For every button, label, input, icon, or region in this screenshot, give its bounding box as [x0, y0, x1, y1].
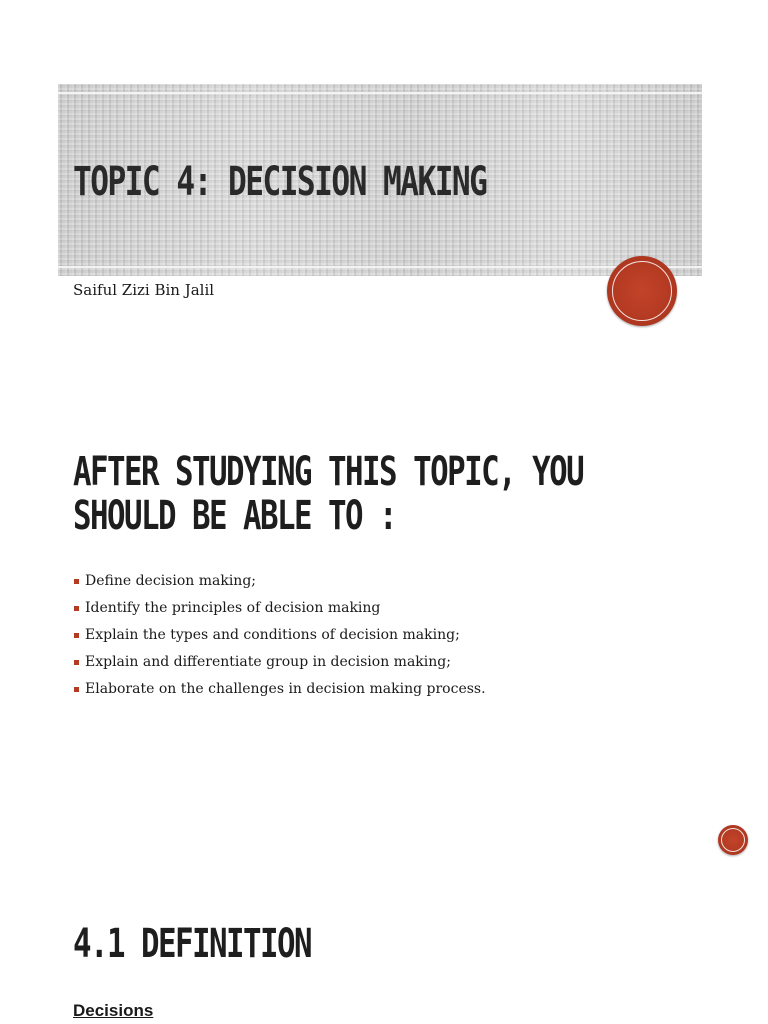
objectives-slide — [0, 380, 768, 850]
list-item — [73, 595, 486, 622]
objectives-list — [73, 568, 486, 703]
banner-bottom-rule — [58, 266, 702, 268]
objective-text: Define decision making; — [85, 573, 257, 589]
title-slide — [0, 0, 768, 340]
list-item — [73, 622, 486, 649]
definition-heading: 4.1 DEFINITION — [73, 921, 312, 967]
slide-title: TOPIC 4: DECISION MAKING — [73, 159, 487, 205]
square-bullet-icon — [74, 579, 79, 584]
list-item — [73, 676, 486, 703]
objective-text: Elaborate on the challenges in decision making process. — [85, 681, 486, 697]
banner-top-rule — [58, 92, 702, 94]
square-bullet-icon — [74, 660, 79, 665]
objective-text: Explain the types and conditions of decision making; — [85, 627, 460, 643]
objective-text: Identify the principles of decision making — [85, 600, 381, 616]
list-item — [73, 649, 486, 676]
definition-slide — [0, 880, 768, 1024]
red-circle-ornament-icon — [718, 825, 748, 855]
red-circle-ornament-icon — [607, 256, 677, 326]
square-bullet-icon — [74, 606, 79, 611]
objective-text: Explain and differentiate group in decision making; — [85, 654, 451, 670]
decisions-subheading: Decisions — [73, 1001, 154, 1020]
list-item — [73, 568, 486, 595]
square-bullet-icon — [74, 687, 79, 692]
slide-author: Saiful Zizi Bin Jalil — [73, 281, 215, 299]
square-bullet-icon — [74, 633, 79, 638]
objectives-heading: AFTER STUDYING THIS TOPIC, YOU SHOULD BE ABLE TO : — [73, 449, 584, 539]
